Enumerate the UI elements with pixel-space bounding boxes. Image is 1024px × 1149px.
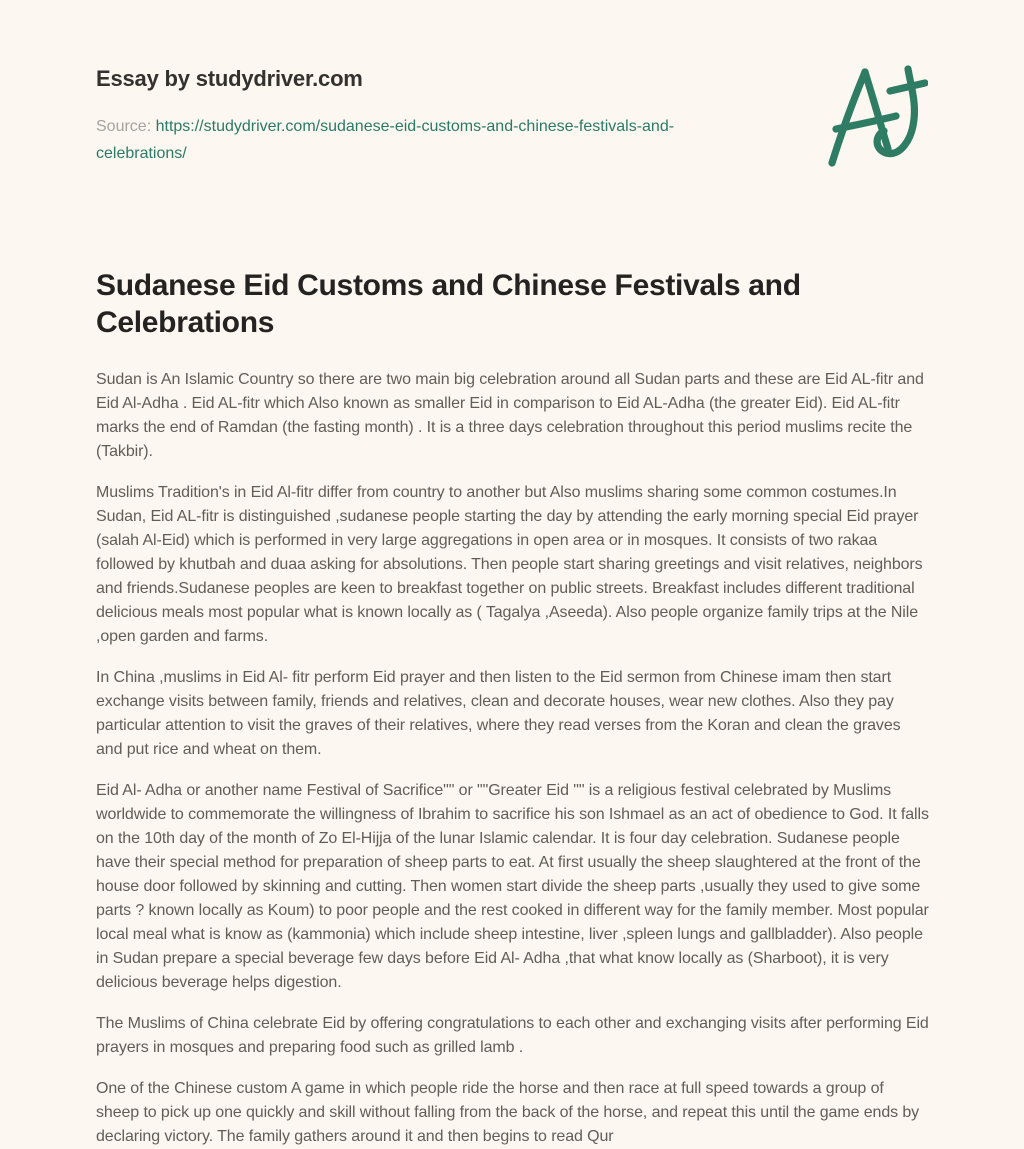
source-line (96, 113, 744, 167)
essay-body (96, 368, 930, 1149)
essay-paragraph: In China ,muslims in Eid Al- fitr perform Eid prayer and then listen to the Eid sermon from Chinese imam then start exchange visits between family, friends and relatives, clean and decorate houses, wear new clothes. Also they pay particular attention to visit the graves of their relatives, where they read verses from the Koran and clean the graves and put rice and wheat on them. (96, 669, 901, 758)
source-link[interactable]: https://studydriver.com/sudanese-eid-customs-and-chinese-festivals-and-celebrations/ (96, 118, 675, 162)
article-title: Sudanese Eid Customs and Chinese Festivals and Celebrations (96, 269, 801, 339)
source-label: Source: (96, 118, 152, 135)
header-text-block (96, 66, 744, 167)
page-header (96, 66, 930, 175)
a-plus-logo-icon (828, 64, 928, 175)
essay-by-heading: Essay by studydriver.com (96, 66, 363, 91)
essay-paragraph: Eid Al- Adha or another name Festival of Sacrifice"" or ""Greater Eid "" is a religious festival celebrated by Muslims worldwide to commemorate the willingness of Ibrahim to sacrifice his son Ishmael as an act of obedience to God. It falls on the 10th day of the month of Zo El-Hijja of the lunar Islamic calendar. It is four day celebration. Sudanese people have their special method for preparation of sheep parts to eat. At first usually the sheep slaughtered at the front of the house door followed by skinning and cutting. Then women start divide the sheep parts ,usually they used to give some parts ? known locally as Koum) to poor people and the rest cooked in different way for the family member. Most popular local meal what is know as (kammonia) which include sheep intestine, liver ,spleen lungs and gallbladder). Also people in Sudan prepare a special beverage few days before Eid Al- Adha ,that what know locally as (Sharboot), it is very delicious beverage helps digestion. (96, 782, 929, 991)
essay-paragraph: Muslims Tradition's in Eid Al-fitr differ from country to another but Also muslims sharing some common costumes.In Sudan, Eid AL-fitr is distinguished ,sudanese people starting the day by attending the early morning special Eid prayer (salah Al-Eid) which is performed in very large aggregations in open area or in mosques. It consists of two rakaa followed by khutbah and duaa asking for absolutions. Then people start sharing greetings and visit relatives, neighbors and friends.Sudanese peoples are keen to breakfast together on public streets. Breakfast includes different traditional delicious meals most popular what is known locally as ( Tagalya ,Aseeda). Also people organize family trips at the Nile ,open garden and farms. (96, 484, 923, 645)
essay-paragraph: One of the Chinese custom A game in which people ride the horse and then race at full speed towards a group of sheep to pick up one quickly and skill without falling from the back of the horse, and repeat this until the game ends by declaring victory. The family gathers around it and then begins to read Qur (96, 1080, 920, 1145)
essay-paragraph: Sudan is An Islamic Country so there are two main big celebration around all Sudan parts and these are Eid AL-fitr and Eid Al-Adha . Eid AL-fitr which Also known as smaller Eid in comparison to Eid AL-Adha (the greater Eid). Eid AL-fitr marks the end of Ramdan (the fasting month) . It is a three days celebration throughout this period muslims recite the (Takbir). (96, 371, 924, 460)
essay-paragraph: The Muslims of China celebrate Eid by offering congratulations to each other and exchanging visits after performing Eid prayers in mosques and preparing food such as grilled lamb . (96, 1015, 929, 1056)
